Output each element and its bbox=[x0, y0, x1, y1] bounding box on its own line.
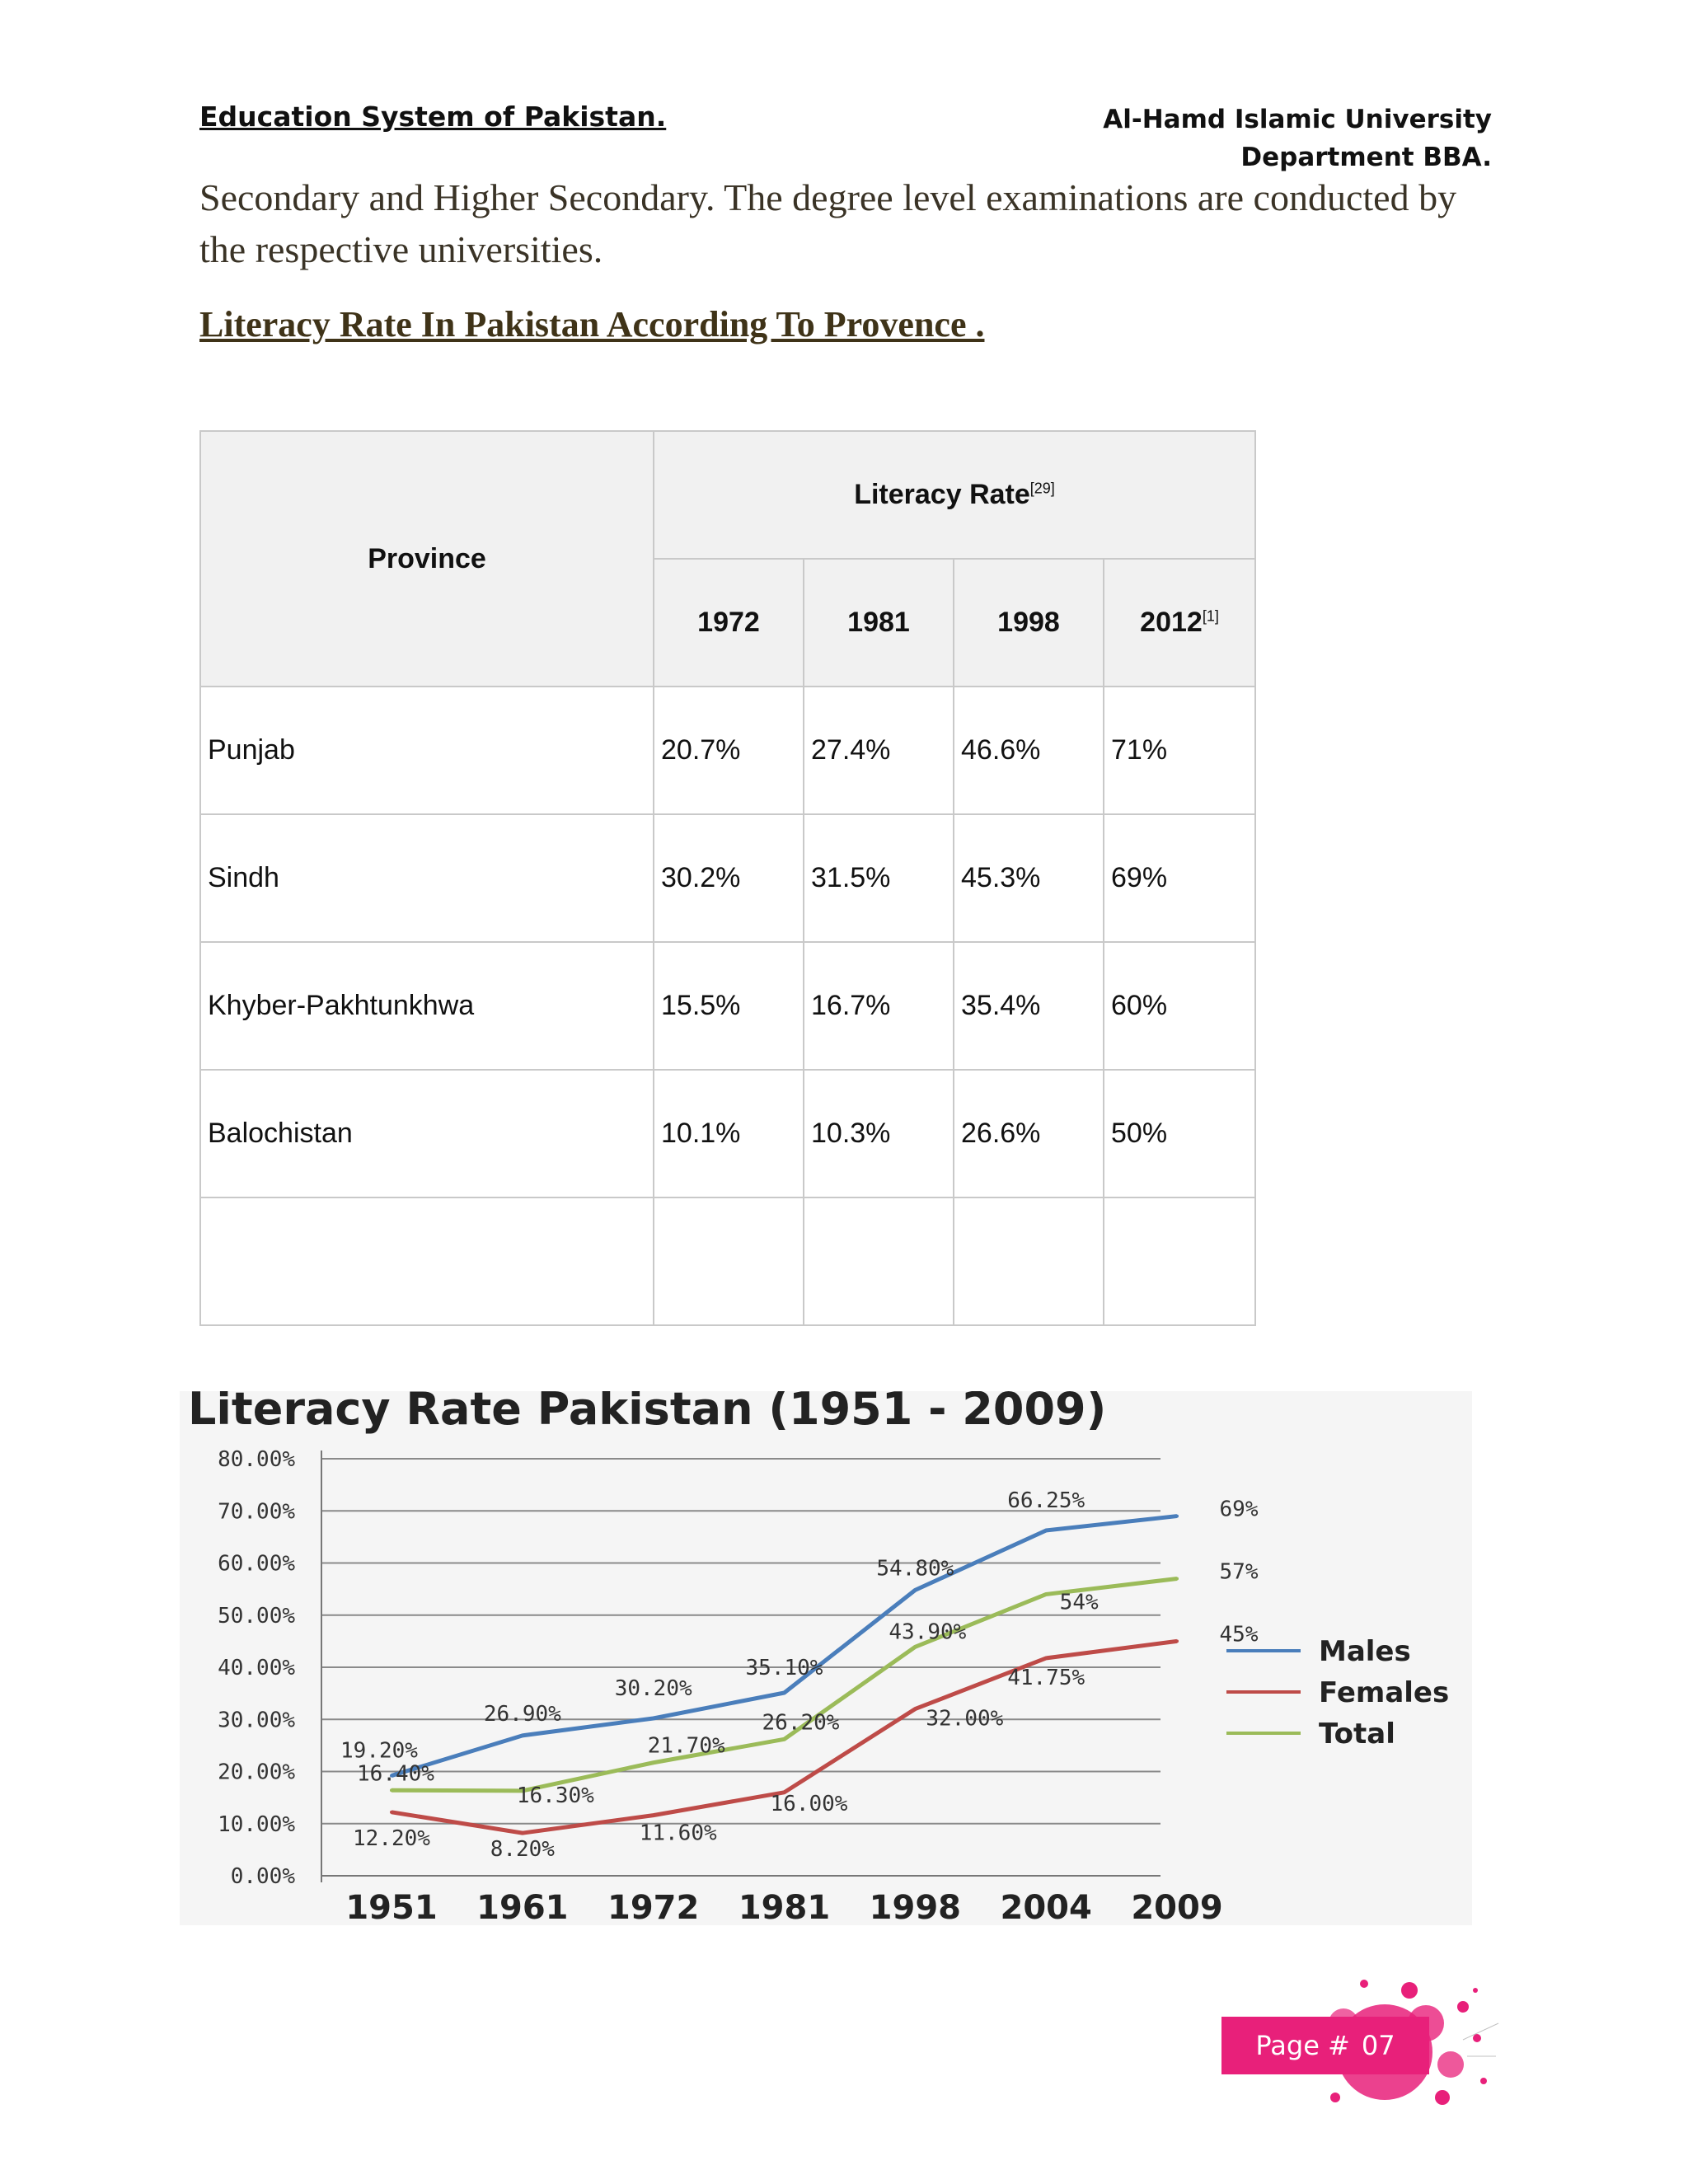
data-point bbox=[1044, 1657, 1048, 1660]
data-point bbox=[783, 1691, 786, 1694]
x-tick-label: 1951 bbox=[345, 1889, 438, 1925]
value-cell: 26.6% bbox=[954, 1070, 1104, 1197]
data-point bbox=[390, 1788, 393, 1792]
value-cell: 35.4% bbox=[954, 942, 1104, 1070]
legend-label: Females bbox=[1319, 1676, 1450, 1709]
province-header: Province bbox=[200, 431, 654, 687]
data-label: 26.90% bbox=[483, 1701, 561, 1727]
y-tick-label: 50.00% bbox=[218, 1603, 295, 1629]
data-label: 26.20% bbox=[762, 1710, 840, 1736]
year-header: 2012[1] bbox=[1104, 559, 1255, 687]
data-point bbox=[913, 1708, 917, 1711]
value-cell: 15.5% bbox=[654, 942, 804, 1070]
value-cell: 46.6% bbox=[954, 687, 1104, 814]
page-label: Page # bbox=[1255, 2030, 1350, 2061]
province-cell: Punjab bbox=[200, 687, 654, 814]
y-tick-label: 20.00% bbox=[218, 1760, 295, 1785]
data-point bbox=[1175, 1577, 1179, 1580]
data-label: 8.20% bbox=[490, 1837, 555, 1863]
x-tick-label: 2009 bbox=[1131, 1889, 1223, 1925]
province-cell: Sindh bbox=[200, 814, 654, 942]
data-label: 54% bbox=[1059, 1590, 1099, 1615]
value-cell: 45.3% bbox=[954, 814, 1104, 942]
data-label: 11.60% bbox=[639, 1821, 717, 1846]
table-row bbox=[200, 687, 1255, 814]
page-number: 07 bbox=[1361, 2030, 1395, 2061]
literacy-rate-header: Literacy Rate[29] bbox=[654, 431, 1255, 559]
institution-name: Al-Hamd Islamic University bbox=[1103, 105, 1492, 134]
section-heading: Literacy Rate In Pakistan According To Provence . bbox=[199, 304, 985, 344]
literacy-rate-ref: [29] bbox=[1029, 480, 1055, 497]
value-cell: 20.7% bbox=[654, 687, 804, 814]
data-point bbox=[652, 1717, 655, 1720]
department-name: Department BBA. bbox=[1240, 143, 1492, 172]
legend-label: Males bbox=[1319, 1635, 1411, 1668]
value-cell: 30.2% bbox=[654, 814, 804, 942]
data-point bbox=[521, 1734, 524, 1737]
data-label: 16.30% bbox=[516, 1783, 594, 1808]
x-tick-label: 1961 bbox=[476, 1889, 569, 1925]
data-point bbox=[913, 1588, 917, 1591]
header-institution bbox=[1103, 101, 1492, 176]
value-cell bbox=[804, 1197, 954, 1325]
value-cell: 10.3% bbox=[804, 1070, 954, 1197]
data-point bbox=[913, 1645, 917, 1648]
data-label: 21.70% bbox=[647, 1733, 725, 1759]
legend-label: Total bbox=[1319, 1718, 1395, 1750]
data-label: 12.20% bbox=[353, 1825, 430, 1851]
data-point bbox=[390, 1811, 393, 1814]
province-cell: Khyber-Pakhtunkhwa bbox=[200, 942, 654, 1070]
data-point bbox=[1175, 1515, 1179, 1518]
value-cell: 16.7% bbox=[804, 942, 954, 1070]
province-cell bbox=[200, 1197, 654, 1325]
data-label: 16.40% bbox=[357, 1761, 434, 1787]
province-cell: Balochistan bbox=[200, 1070, 654, 1197]
data-label: 69% bbox=[1219, 1497, 1259, 1522]
value-cell: 69% bbox=[1104, 814, 1255, 942]
table-row bbox=[200, 942, 1255, 1070]
table-row bbox=[200, 814, 1255, 942]
year-header: 1998 bbox=[954, 559, 1104, 687]
data-point bbox=[652, 1814, 655, 1817]
y-tick-label: 0.00% bbox=[230, 1864, 295, 1889]
value-cell bbox=[654, 1197, 804, 1325]
data-label: 66.25% bbox=[1007, 1488, 1085, 1513]
value-cell: 71% bbox=[1104, 687, 1255, 814]
intro-paragraph: Secondary and Higher Secondary. The degree level examinations are conducted by the respective universities. bbox=[199, 176, 1457, 270]
value-cell bbox=[1104, 1197, 1255, 1325]
y-tick-label: 30.00% bbox=[218, 1708, 295, 1733]
data-point bbox=[783, 1737, 786, 1741]
literacy-table bbox=[199, 430, 1256, 1326]
data-point bbox=[521, 1831, 524, 1835]
year-header: 1981 bbox=[804, 559, 954, 687]
value-cell bbox=[954, 1197, 1104, 1325]
y-tick-label: 10.00% bbox=[218, 1811, 295, 1837]
value-cell: 50% bbox=[1104, 1070, 1255, 1197]
x-tick-label: 1998 bbox=[869, 1889, 961, 1925]
y-tick-label: 70.00% bbox=[218, 1499, 295, 1525]
data-label: 19.20% bbox=[340, 1738, 418, 1764]
y-tick-label: 80.00% bbox=[218, 1447, 295, 1472]
x-tick-label: 1981 bbox=[738, 1889, 831, 1925]
x-tick-label: 2004 bbox=[1000, 1889, 1092, 1925]
data-point bbox=[1044, 1529, 1048, 1532]
value-cell: 31.5% bbox=[804, 814, 954, 942]
data-point bbox=[652, 1761, 655, 1765]
data-label: 54.80% bbox=[876, 1556, 954, 1582]
data-label: 45% bbox=[1219, 1622, 1259, 1647]
table-row bbox=[200, 1197, 1255, 1325]
literacy-line-chart bbox=[180, 1391, 1472, 1925]
data-label: 30.20% bbox=[614, 1675, 692, 1701]
chart-title: Literacy Rate Pakistan (1951 - 2009) bbox=[188, 1391, 1107, 1435]
data-point bbox=[1175, 1639, 1179, 1643]
data-point bbox=[1044, 1592, 1048, 1596]
x-tick-label: 1972 bbox=[607, 1889, 700, 1925]
literacy-chart bbox=[180, 1391, 1472, 1925]
y-tick-label: 60.00% bbox=[218, 1551, 295, 1577]
y-tick-label: 40.00% bbox=[218, 1656, 295, 1680]
value-cell: 27.4% bbox=[804, 687, 954, 814]
data-label: 41.75% bbox=[1007, 1665, 1085, 1690]
document-title: Education System of Pakistan. bbox=[199, 101, 667, 133]
data-label: 35.10% bbox=[745, 1655, 823, 1680]
data-label: 43.90% bbox=[889, 1619, 967, 1645]
year-2012-ref: [1] bbox=[1202, 607, 1219, 625]
table-header-row bbox=[200, 431, 1255, 559]
year-header: 1972 bbox=[654, 559, 804, 687]
page-number-badge bbox=[1221, 2017, 1429, 2074]
data-label: 57% bbox=[1219, 1559, 1259, 1585]
data-label: 16.00% bbox=[770, 1791, 848, 1816]
data-label: 32.00% bbox=[926, 1706, 1004, 1732]
value-cell: 10.1% bbox=[654, 1070, 804, 1197]
value-cell: 60% bbox=[1104, 942, 1255, 1070]
table-row bbox=[200, 1070, 1255, 1197]
